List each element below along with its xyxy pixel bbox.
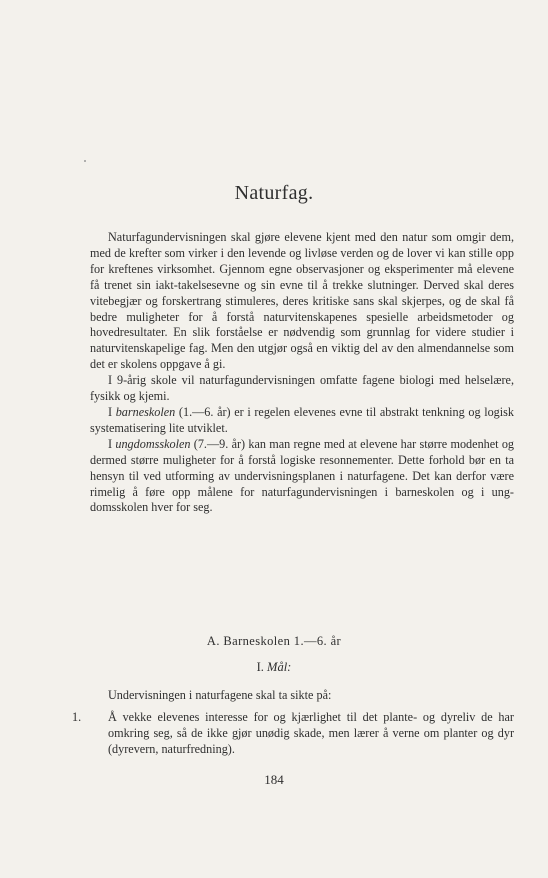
term-barneskolen: barneskolen xyxy=(115,404,176,419)
p3-prefix: I xyxy=(108,404,116,419)
paragraph-school-scope: I 9-årig skole vil naturfagundervisningen omfatte fagene biologi med helselære, fysikk og kjemi. xyxy=(90,373,514,404)
sub-heading xyxy=(0,660,548,675)
sub-heading-number: I. xyxy=(256,660,268,674)
page-number: 184 xyxy=(264,772,284,787)
paragraph-barneskolen xyxy=(90,405,514,437)
p4-rest: (7.—9. år) kan man regne med at elevene har større modenhet og dermed større muligheter for å forstå logiske resonnementer. Dette forhold bør en ta hensyn til ved utforming av undervisningsplanen i naturfagene. Det kan derfor være rimelig å føre opp målene for naturfagundervisningen i barneskolen og i ung-domsskolen hver for seg. xyxy=(90,436,515,515)
p4-prefix: I xyxy=(108,436,116,451)
p3-rest: (1.—6. år) er i regelen elevenes evne til abstrakt tenkning og logisk systematisering lite utviklet. xyxy=(90,404,514,435)
paragraph-intro: Naturfagundervisningen skal gjøre elevene kjent med den natur som omgir dem, med de krefter som virker i den levende og livløse verden og de lover vi kan stille opp for kreftenes virksomhet. Gjennom egne observasjoner og eksperimenter må elevene få trenet sin iakt-takelsesevne og sin evne til å trekke slutninger. Derved skal deres vitebegjær og forskertrang stimuleres, deres kritiske sans skal skjerpes, og de skal få bedre muligheter for å forstå naturvitenskapenes spesielle arbeidsmetoder og hovedresultater. En slik forståelse er nødvendig som grunnlag for videre studier i naturvitenskapelige fag. Men den utgjør også en viktig del av den almendannelse som det er skolens oppgave å gi. xyxy=(90,230,514,372)
paper-speck xyxy=(84,160,86,162)
goals-intro: Undervisningen i naturfagene skal ta sikte på: xyxy=(108,688,332,702)
term-ungdomsskolen: ungdomsskolen xyxy=(115,436,191,451)
page-title: Naturfag. xyxy=(234,182,314,204)
list-item-text: Å vekke elevenes interesse for og kjærlighet til det plante- og dyreliv de har omkring seg, så de ikke gjør unødig skade, men lærer å verne om planter og dyr (dyrevern, naturfredning). xyxy=(108,710,514,756)
list-item-number: 1. xyxy=(72,710,82,724)
sub-heading-text: Mål: xyxy=(267,660,292,674)
list-item xyxy=(72,710,514,758)
section-heading: A. Barneskolen 1.—6. år xyxy=(206,634,342,648)
paragraph-ungdomsskolen xyxy=(90,437,514,517)
body-text xyxy=(90,230,514,516)
